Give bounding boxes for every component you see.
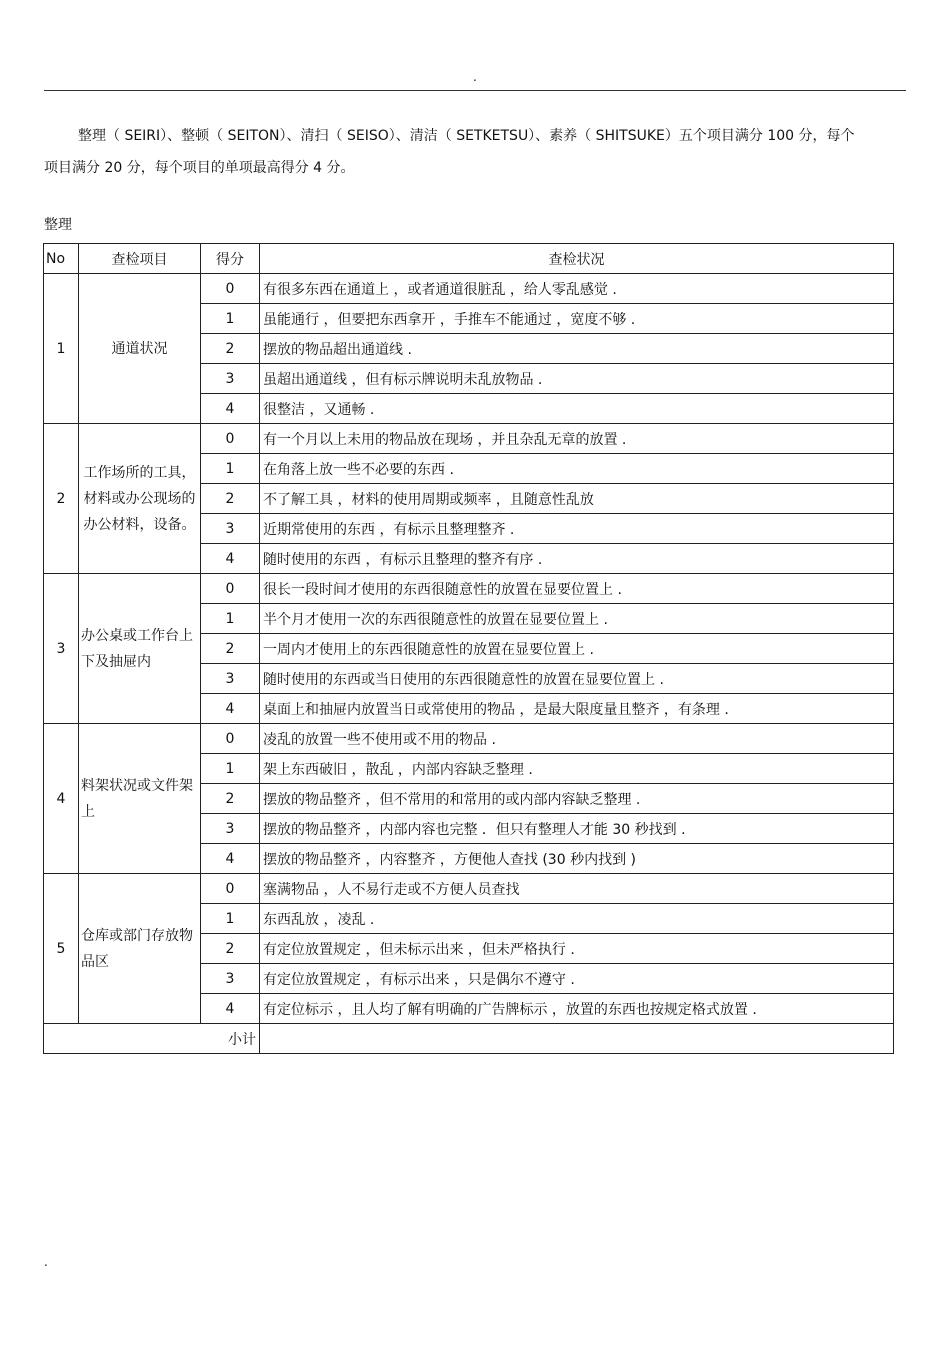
row-description: 随时使用的东西 ，有标示且整理的整齐有序 . [260,544,894,574]
row-score: 3 [201,364,260,394]
row-description: 有定位标示 ，且人均了解有明确的广告牌标示 ，放置的东西也按规定格式放置 . [260,994,894,1024]
row-score: 3 [201,514,260,544]
group-no: 4 [44,724,79,874]
intro-line-2: 项目满分 20 分，每个项目的单项最高得分 4 分。 [44,160,355,176]
row-description: 凌乱的放置一些不使用或不用的物品 . [260,724,894,754]
row-score: 1 [201,304,260,334]
row-score: 0 [201,574,260,604]
group-item: 仓库或部门存放物品区 [79,874,201,1024]
row-description: 有很多东西在通道上 ，或者通道很脏乱 ，给人零乱感觉 . [260,274,894,304]
group-no: 5 [44,874,79,1024]
row-score: 4 [201,394,260,424]
subtotal-value[interactable] [260,1024,894,1054]
subtotal-label: 小计 [44,1024,260,1054]
row-score: 4 [201,844,260,874]
row-score: 0 [201,424,260,454]
row-description: 虽超出通道线 ，但有标示牌说明未乱放物品 . [260,364,894,394]
row-score: 2 [201,634,260,664]
header-rule [44,90,906,91]
header-status: 查检状况 [260,244,894,274]
table-row [44,574,894,604]
row-score: 2 [201,484,260,514]
row-score: 3 [201,814,260,844]
group-item: 工作场所的工具，材料或办公现场的办公材料，设备。 [79,424,201,574]
row-description: 在角落上放一些不必要的东西 . [260,454,894,484]
footer-mark: . [44,1255,48,1269]
section-title: 整理 [44,217,72,233]
table-row [44,274,894,304]
row-score: 3 [201,964,260,994]
row-description: 一周内才使用上的东西很随意性的放置在显要位置上 . [260,634,894,664]
table-row [44,724,894,754]
inspection-table [43,243,894,1054]
row-description: 不了解工具 ，材料的使用周期或频率 ，且随意性乱放 [260,484,894,514]
group-item: 料架状况或文件架上 [79,724,201,874]
row-description: 摆放的物品整齐 ，内容整齐 ，方便他人查找 (30 秒内找到 ) [260,844,894,874]
row-description: 塞满物品 ，人不易行走或不方便人员查找 [260,874,894,904]
row-description: 有定位放置规定 ，但未标示出来 ，但未严格执行 . [260,934,894,964]
row-description: 随时使用的东西或当日使用的东西很随意性的放置在显要位置上 . [260,664,894,694]
row-description: 很整洁 ，又通畅 . [260,394,894,424]
row-score: 3 [201,664,260,694]
row-score: 1 [201,904,260,934]
row-description: 有一个月以上未用的物品放在现场 ，并且杂乱无章的放置 . [260,424,894,454]
row-description: 近期常使用的东西 ，有标示且整理整齐 . [260,514,894,544]
group-no: 2 [44,424,79,574]
row-description: 架上东西破旧 ，散乱 ，内部内容缺乏整理 . [260,754,894,784]
header-row [44,244,894,274]
row-score: 4 [201,694,260,724]
row-score: 0 [201,874,260,904]
row-description: 摆放的物品超出通道线 . [260,334,894,364]
intro-paragraph [44,120,906,184]
row-description: 桌面上和抽屉内放置当日或常使用的物品 ，是最大限度量且整齐 ，有条理 . [260,694,894,724]
row-score: 0 [201,274,260,304]
row-description: 摆放的物品整齐 ，内部内容也完整 ．但只有整理人才能 30 秒找到 . [260,814,894,844]
header-item: 查检项目 [79,244,201,274]
row-description: 东西乱放 ，凌乱 . [260,904,894,934]
row-description: 很长一段时间才使用的东西很随意性的放置在显要位置上 . [260,574,894,604]
row-description: 半个月才使用一次的东西很随意性的放置在显要位置上 . [260,604,894,634]
intro-line-1: 整理（ SEIRI）、整顿（ SEITON）、清扫（ SEISO）、清洁（ SETKETSU）、素养（ SHITSUKE）五个项目满分 100 分，每个 [78,128,855,144]
row-score: 4 [201,544,260,574]
row-score: 2 [201,334,260,364]
header-no: No [44,244,79,274]
row-score: 0 [201,724,260,754]
row-score: 1 [201,454,260,484]
group-item: 通道状况 [79,274,201,424]
row-score: 4 [201,994,260,1024]
row-description: 有定位放置规定 ，有标示出来 ，只是偶尔不遵守 . [260,964,894,994]
row-score: 1 [201,604,260,634]
group-no: 3 [44,574,79,724]
row-score: 1 [201,754,260,784]
row-score: 2 [201,784,260,814]
header-mark: . [473,70,477,84]
row-description: 摆放的物品整齐 ，但不常用的和常用的或内部内容缺乏整理 . [260,784,894,814]
group-no: 1 [44,274,79,424]
row-score: 2 [201,934,260,964]
header-score: 得分 [201,244,260,274]
row-description: 虽能通行 ，但要把东西拿开 ，手推车不能通过 ，宽度不够 . [260,304,894,334]
table-row [44,424,894,454]
table-row [44,874,894,904]
group-item: 办公桌或工作台上下及抽屉内 [79,574,201,724]
subtotal-row [44,1024,894,1054]
